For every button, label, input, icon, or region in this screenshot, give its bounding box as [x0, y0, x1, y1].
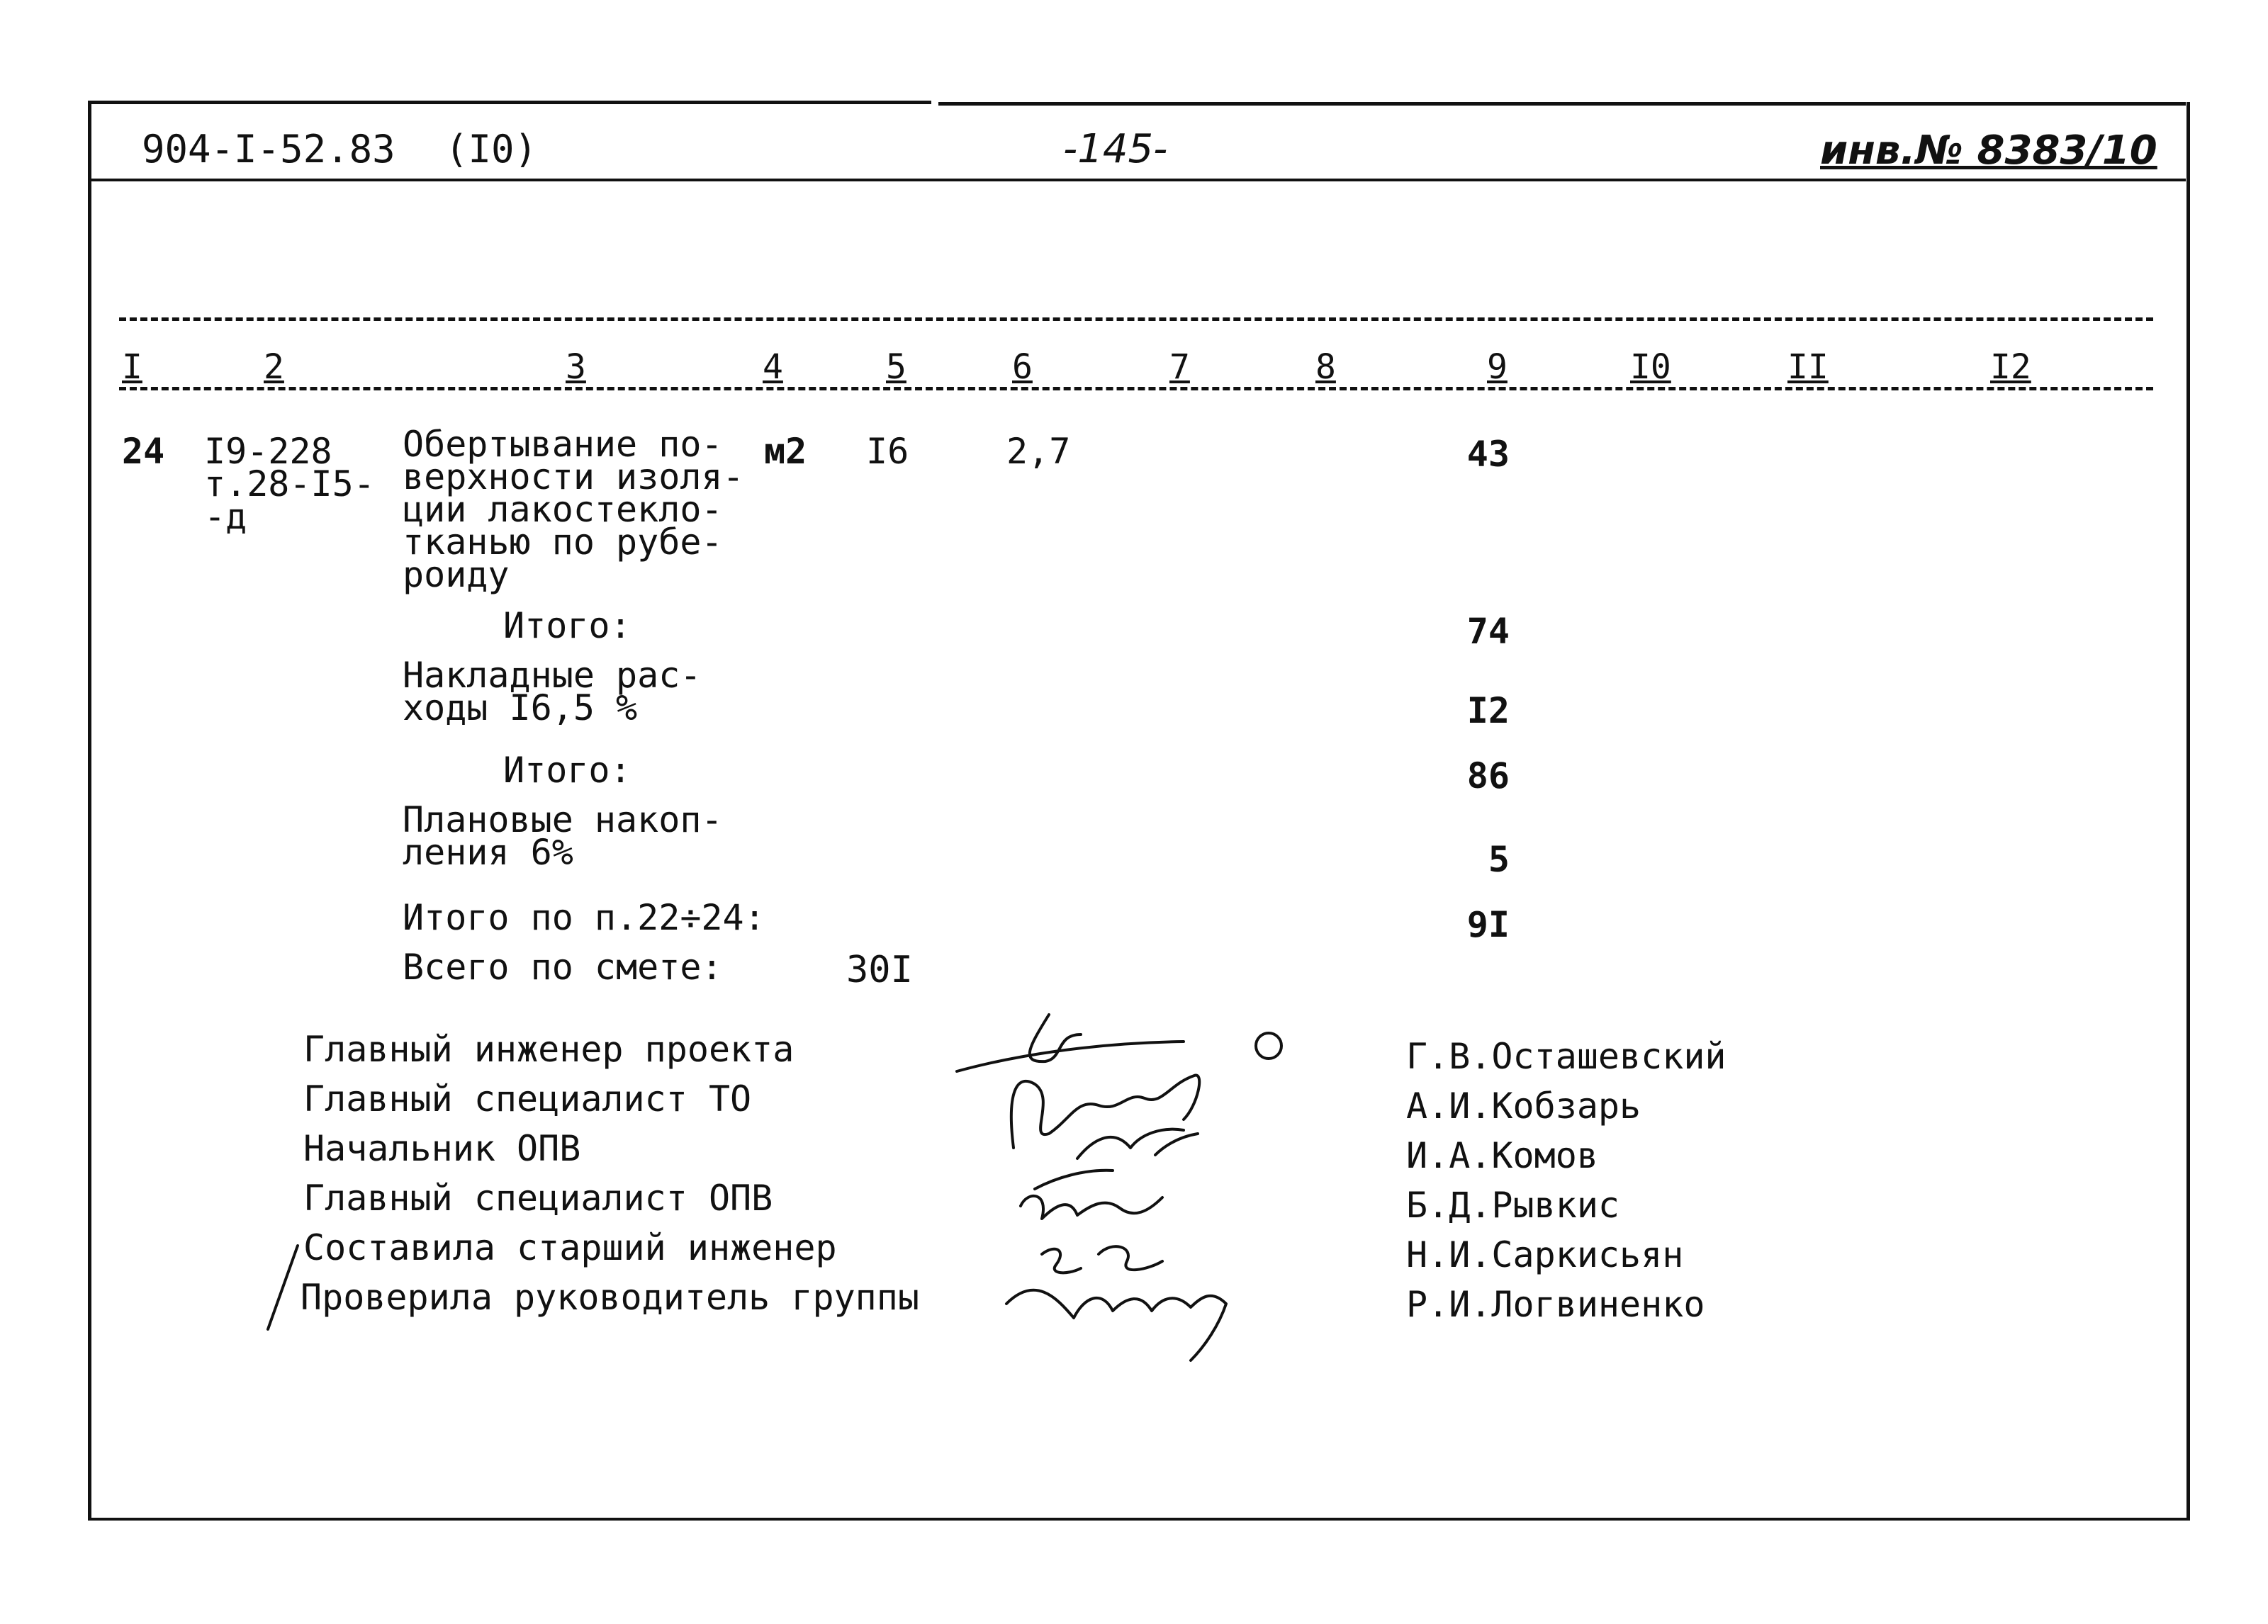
signatory-name: Н.И.Саркисьян — [1406, 1234, 1684, 1275]
signature-role: Проверила руководитель группы — [301, 1277, 919, 1318]
signature-role: Главный специалист ОПВ — [303, 1178, 773, 1219]
summary-value-subtotal-1: 74 — [1466, 611, 1510, 652]
row-description-line: тканью по рубе- — [403, 521, 723, 563]
col-num-7: 7 — [1169, 347, 1190, 387]
row-code-line: -д — [204, 496, 247, 537]
summary-label-line: Накладные рас- — [403, 655, 702, 696]
col-num-6: 6 — [1012, 347, 1033, 387]
summary-label-planned-savings — [403, 799, 723, 873]
summary-label-overhead — [403, 655, 702, 728]
margin-slash-mark — [262, 1241, 305, 1333]
summary-label-subtotal-2: Итого: — [503, 750, 631, 791]
signature-role: Начальник ОПВ — [303, 1128, 581, 1169]
summary-value-overhead: I2 — [1466, 690, 1510, 731]
grand-total-value: 30I — [846, 949, 913, 991]
album-number: (I0) — [445, 127, 538, 171]
signatory-name: И.А.Комов — [1406, 1135, 1598, 1176]
doc-code: 904-I-52.83 — [142, 127, 395, 171]
summary-label-line: ления 6% — [403, 832, 573, 873]
signatory-name: Б.Д.Рывкис — [1406, 1185, 1620, 1226]
row-code-line: т.28-I5- — [204, 463, 375, 504]
row-code-line: I9-228 — [204, 431, 332, 472]
col-num-9: 9 — [1487, 347, 1508, 387]
row-description — [403, 424, 744, 595]
signature-role: Составила старший инженер — [303, 1227, 837, 1268]
summary-label-line: ходы I6,5 % — [403, 687, 638, 728]
col-num-4: 4 — [763, 347, 783, 387]
row-unit: м2 — [764, 431, 807, 472]
row-description-line: роиду — [403, 554, 510, 595]
signatory-name: Р.И.Логвиненко — [1406, 1284, 1705, 1325]
row-description-line: Обертывание по- — [403, 424, 723, 465]
row-code — [204, 431, 375, 537]
row-number: 24 — [122, 431, 165, 472]
col-num-11: II — [1787, 347, 1829, 387]
summary-value-total-items: 9I — [1466, 904, 1510, 945]
summary-value-planned-savings: 5 — [1488, 839, 1510, 880]
row-quantity: I6 — [866, 431, 909, 472]
signatory-name: Г.В.Осташевский — [1406, 1036, 1727, 1077]
signature-role: Главный инженер проекта — [303, 1029, 795, 1070]
col-num-12: I2 — [1990, 347, 2031, 387]
col-num-1: I — [122, 347, 142, 387]
summary-value-subtotal-2: 86 — [1466, 755, 1510, 796]
col-num-5: 5 — [886, 347, 906, 387]
summary-label-line: Плановые накоп- — [403, 799, 723, 840]
page-number: -145- — [1063, 126, 1168, 172]
summary-label-total-items: Итого по п.22÷24: — [403, 897, 765, 938]
col-num-3: 3 — [566, 347, 586, 387]
col-num-8: 8 — [1315, 347, 1336, 387]
column-header-bottom-rule — [119, 387, 2153, 390]
top-border-left — [88, 101, 931, 104]
top-border-right — [938, 102, 2186, 106]
col-num-2: 2 — [264, 347, 284, 387]
inventory-number: инв.№ 8383/10 — [1820, 128, 2157, 174]
column-header-top-rule — [119, 317, 2153, 321]
signature-role: Главный специалист ТО — [303, 1078, 752, 1120]
row-total: 43 — [1466, 434, 1510, 475]
header-divider — [88, 179, 2186, 181]
row-price: 2,7 — [1006, 431, 1071, 472]
summary-label-subtotal-1: Итого: — [503, 605, 631, 646]
signatory-name: А.И.Кобзарь — [1406, 1086, 1641, 1127]
row-description-line: ции лакостекло- — [403, 489, 723, 530]
row-description-line: верхности изоля- — [403, 456, 744, 497]
grand-total-label: Всего по смете: — [403, 947, 723, 988]
col-num-10: I0 — [1630, 347, 1671, 387]
handwritten-signatures — [950, 1006, 1304, 1375]
